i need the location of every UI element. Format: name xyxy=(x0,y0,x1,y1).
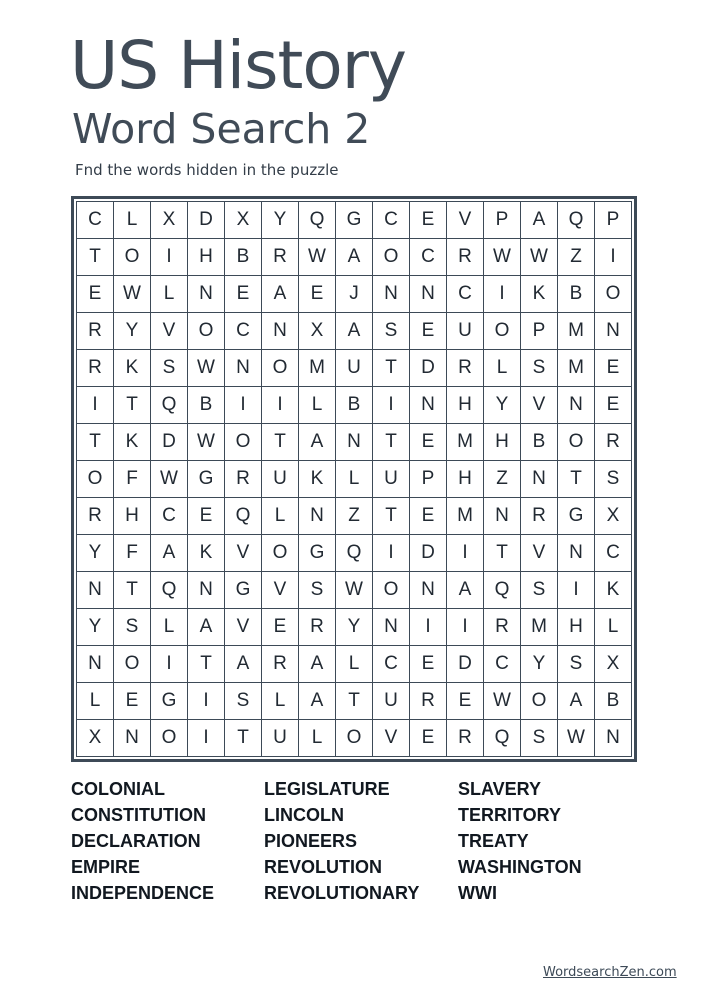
grid-cell: V xyxy=(225,609,262,646)
grid-cell: I xyxy=(188,720,225,757)
grid-cell: X xyxy=(225,202,262,239)
word-list-item: LEGISLATURE xyxy=(264,779,390,799)
grid-cell: W xyxy=(558,720,595,757)
grid-cell: Q xyxy=(558,202,595,239)
grid-cell: O xyxy=(188,313,225,350)
grid-cell: A xyxy=(299,683,336,720)
grid-cell: H xyxy=(558,609,595,646)
grid-cell: I xyxy=(484,276,521,313)
grid-cell: U xyxy=(373,461,410,498)
grid-cell: E xyxy=(299,276,336,313)
letter-grid xyxy=(76,201,632,757)
grid-cell: C xyxy=(225,313,262,350)
grid-cell: T xyxy=(114,572,151,609)
grid-cell: N xyxy=(558,387,595,424)
grid-cell: D xyxy=(410,350,447,387)
grid-cell: L xyxy=(151,609,188,646)
grid-cell: M xyxy=(447,424,484,461)
site-link[interactable]: WordsearchZen.com xyxy=(543,965,677,980)
grid-cell: W xyxy=(484,239,521,276)
grid-cell: N xyxy=(595,313,632,350)
grid-cell: E xyxy=(225,276,262,313)
grid-cell: P xyxy=(410,461,447,498)
grid-cell: G xyxy=(558,498,595,535)
grid-cell: S xyxy=(225,683,262,720)
grid-cell: U xyxy=(262,720,299,757)
instructions-text: Fnd the words hidden in the puzzle xyxy=(75,161,339,179)
puzzle-frame xyxy=(71,196,637,762)
grid-cell: P xyxy=(484,202,521,239)
grid-cell: E xyxy=(410,498,447,535)
grid-cell: U xyxy=(447,313,484,350)
grid-cell: S xyxy=(151,350,188,387)
page-subtitle-heading: Word Search 2 xyxy=(72,105,371,153)
word-list-item: EMPIRE xyxy=(71,857,141,877)
grid-cell: B xyxy=(336,387,373,424)
grid-cell: X xyxy=(299,313,336,350)
grid-cell: M xyxy=(521,609,558,646)
grid-cell: Q xyxy=(484,720,521,757)
grid-cell: E xyxy=(410,424,447,461)
grid-cell: N xyxy=(336,424,373,461)
grid-cell: S xyxy=(521,720,558,757)
grid-cell: T xyxy=(225,720,262,757)
grid-cell: D xyxy=(188,202,225,239)
grid-cell: N xyxy=(410,276,447,313)
grid-cell: I xyxy=(225,387,262,424)
grid-cell: C xyxy=(77,202,114,239)
grid-cell: B xyxy=(521,424,558,461)
grid-cell: Y xyxy=(262,202,299,239)
grid-cell: Y xyxy=(336,609,373,646)
word-list xyxy=(71,776,671,906)
grid-cell: N xyxy=(77,572,114,609)
grid-cell: A xyxy=(521,202,558,239)
grid-cell: O xyxy=(595,276,632,313)
grid-cell: S xyxy=(558,646,595,683)
grid-cell: L xyxy=(336,646,373,683)
grid-cell: U xyxy=(262,461,299,498)
grid-cell: W xyxy=(521,239,558,276)
grid-cell: N xyxy=(188,276,225,313)
word-list-item: WWI xyxy=(458,883,497,903)
grid-cell: I xyxy=(595,239,632,276)
grid-cell: I xyxy=(373,387,410,424)
grid-cell: E xyxy=(114,683,151,720)
grid-cell: N xyxy=(595,720,632,757)
grid-cell: T xyxy=(77,239,114,276)
grid-cell: A xyxy=(188,609,225,646)
grid-cell: R xyxy=(77,498,114,535)
grid-cell: O xyxy=(225,424,262,461)
grid-cell: K xyxy=(188,535,225,572)
grid-cell: J xyxy=(336,276,373,313)
grid-cell: N xyxy=(114,720,151,757)
grid-cell: E xyxy=(410,720,447,757)
grid-cell: V xyxy=(447,202,484,239)
grid-cell: D xyxy=(151,424,188,461)
grid-cell: A xyxy=(151,535,188,572)
grid-cell: T xyxy=(114,387,151,424)
grid-cell: U xyxy=(336,350,373,387)
grid-cell: H xyxy=(447,461,484,498)
grid-cell: O xyxy=(521,683,558,720)
grid-cell: M xyxy=(447,498,484,535)
grid-cell: L xyxy=(114,202,151,239)
grid-cell: E xyxy=(410,646,447,683)
word-list-item: LINCOLN xyxy=(264,805,344,825)
grid-cell: N xyxy=(410,572,447,609)
grid-cell: L xyxy=(151,276,188,313)
grid-cell: E xyxy=(188,498,225,535)
grid-cell: H xyxy=(484,424,521,461)
grid-cell: R xyxy=(447,720,484,757)
grid-cell: W xyxy=(114,276,151,313)
word-list-item: COLONIAL xyxy=(71,779,165,799)
grid-cell: T xyxy=(484,535,521,572)
grid-cell: I xyxy=(262,387,299,424)
grid-cell: K xyxy=(114,350,151,387)
grid-cell: O xyxy=(373,239,410,276)
grid-cell: G xyxy=(299,535,336,572)
grid-cell: L xyxy=(595,609,632,646)
grid-cell: I xyxy=(188,683,225,720)
grid-cell: Y xyxy=(484,387,521,424)
grid-cell: B xyxy=(188,387,225,424)
grid-cell: S xyxy=(299,572,336,609)
grid-cell: A xyxy=(336,239,373,276)
grid-cell: A xyxy=(447,572,484,609)
grid-cell: N xyxy=(77,646,114,683)
grid-cell: M xyxy=(558,313,595,350)
word-list-item: TERRITORY xyxy=(458,805,562,825)
grid-cell: K xyxy=(521,276,558,313)
grid-cell: E xyxy=(77,276,114,313)
grid-cell: T xyxy=(373,498,410,535)
grid-cell: O xyxy=(373,572,410,609)
grid-cell: I xyxy=(447,609,484,646)
grid-cell: T xyxy=(188,646,225,683)
grid-cell: I xyxy=(151,646,188,683)
grid-cell: B xyxy=(558,276,595,313)
grid-cell: O xyxy=(558,424,595,461)
grid-cell: C xyxy=(447,276,484,313)
grid-cell: T xyxy=(77,424,114,461)
grid-cell: N xyxy=(484,498,521,535)
word-list-item: DECLARATION xyxy=(71,831,201,851)
grid-cell: R xyxy=(225,461,262,498)
grid-cell: E xyxy=(595,350,632,387)
grid-cell: V xyxy=(225,535,262,572)
grid-cell: Q xyxy=(484,572,521,609)
grid-cell: L xyxy=(299,387,336,424)
grid-cell: N xyxy=(373,609,410,646)
grid-cell: W xyxy=(336,572,373,609)
grid-cell: V xyxy=(521,387,558,424)
grid-cell: N xyxy=(558,535,595,572)
grid-cell: N xyxy=(410,387,447,424)
grid-cell: U xyxy=(373,683,410,720)
grid-cell: Q xyxy=(299,202,336,239)
grid-cell: E xyxy=(262,609,299,646)
grid-cell: R xyxy=(484,609,521,646)
grid-cell: H xyxy=(114,498,151,535)
grid-cell: M xyxy=(299,350,336,387)
grid-cell: Y xyxy=(521,646,558,683)
grid-cell: C xyxy=(151,498,188,535)
grid-cell: Q xyxy=(151,387,188,424)
grid-cell: T xyxy=(336,683,373,720)
word-list-item: INDEPENDENCE xyxy=(71,883,215,903)
grid-cell: E xyxy=(410,313,447,350)
grid-cell: S xyxy=(521,572,558,609)
grid-cell: O xyxy=(262,535,299,572)
grid-cell: A xyxy=(558,683,595,720)
grid-cell: B xyxy=(225,239,262,276)
grid-cell: T xyxy=(373,424,410,461)
grid-cell: W xyxy=(188,350,225,387)
grid-cell: Y xyxy=(114,313,151,350)
grid-cell: X xyxy=(595,646,632,683)
grid-cell: R xyxy=(262,239,299,276)
grid-cell: P xyxy=(521,313,558,350)
grid-cell: T xyxy=(373,350,410,387)
grid-cell: R xyxy=(410,683,447,720)
grid-cell: L xyxy=(262,498,299,535)
grid-cell: I xyxy=(447,535,484,572)
grid-cell: Z xyxy=(336,498,373,535)
grid-cell: O xyxy=(114,239,151,276)
grid-cell: V xyxy=(521,535,558,572)
grid-cell: R xyxy=(262,646,299,683)
grid-cell: P xyxy=(595,202,632,239)
grid-cell: R xyxy=(521,498,558,535)
grid-cell: X xyxy=(77,720,114,757)
word-list-item: SLAVERY xyxy=(458,779,542,799)
grid-cell: O xyxy=(114,646,151,683)
grid-cell: H xyxy=(447,387,484,424)
grid-cell: X xyxy=(151,202,188,239)
grid-cell: S xyxy=(595,461,632,498)
grid-cell: K xyxy=(595,572,632,609)
grid-cell: I xyxy=(410,609,447,646)
grid-cell: H xyxy=(188,239,225,276)
grid-cell: L xyxy=(262,683,299,720)
grid-cell: C xyxy=(373,202,410,239)
grid-cell: S xyxy=(373,313,410,350)
grid-cell: E xyxy=(595,387,632,424)
grid-cell: R xyxy=(447,350,484,387)
grid-cell: T xyxy=(558,461,595,498)
grid-cell: Y xyxy=(77,609,114,646)
grid-cell: N xyxy=(299,498,336,535)
grid-cell: D xyxy=(447,646,484,683)
grid-cell: I xyxy=(151,239,188,276)
grid-cell: E xyxy=(447,683,484,720)
grid-cell: K xyxy=(114,424,151,461)
grid-cell: N xyxy=(262,313,299,350)
grid-cell: D xyxy=(410,535,447,572)
grid-cell: I xyxy=(558,572,595,609)
word-list-item: REVOLUTIONARY xyxy=(264,883,420,903)
grid-cell: A xyxy=(262,276,299,313)
grid-cell: W xyxy=(299,239,336,276)
grid-cell: G xyxy=(336,202,373,239)
word-list-item: PIONEERS xyxy=(264,831,358,851)
grid-cell: A xyxy=(225,646,262,683)
grid-cell: Q xyxy=(151,572,188,609)
grid-cell: M xyxy=(558,350,595,387)
word-list-item: WASHINGTON xyxy=(458,857,582,877)
grid-cell: W xyxy=(151,461,188,498)
grid-cell: Q xyxy=(225,498,262,535)
grid-cell: K xyxy=(299,461,336,498)
grid-cell: L xyxy=(299,720,336,757)
grid-cell: N xyxy=(373,276,410,313)
grid-cell: B xyxy=(595,683,632,720)
grid-cell: L xyxy=(484,350,521,387)
grid-cell: O xyxy=(262,350,299,387)
grid-cell: Y xyxy=(77,535,114,572)
word-list-item: CONSTITUTION xyxy=(71,805,206,825)
grid-cell: F xyxy=(114,535,151,572)
grid-cell: V xyxy=(151,313,188,350)
grid-cell: N xyxy=(188,572,225,609)
grid-cell: G xyxy=(225,572,262,609)
grid-cell: E xyxy=(410,202,447,239)
grid-cell: S xyxy=(521,350,558,387)
grid-cell: F xyxy=(114,461,151,498)
grid-cell: X xyxy=(595,498,632,535)
grid-cell: W xyxy=(484,683,521,720)
grid-cell: L xyxy=(336,461,373,498)
grid-cell: G xyxy=(188,461,225,498)
grid-cell: C xyxy=(410,239,447,276)
grid-cell: R xyxy=(299,609,336,646)
grid-cell: O xyxy=(77,461,114,498)
grid-cell: S xyxy=(114,609,151,646)
grid-cell: C xyxy=(595,535,632,572)
word-list-item: REVOLUTION xyxy=(264,857,383,877)
grid-cell: O xyxy=(151,720,188,757)
grid-cell: Z xyxy=(484,461,521,498)
grid-cell: L xyxy=(77,683,114,720)
grid-cell: C xyxy=(484,646,521,683)
grid-cell: A xyxy=(336,313,373,350)
page-title: US History xyxy=(70,27,406,104)
grid-cell: R xyxy=(595,424,632,461)
grid-cell: V xyxy=(373,720,410,757)
grid-cell: R xyxy=(77,350,114,387)
grid-cell: N xyxy=(521,461,558,498)
grid-cell: N xyxy=(225,350,262,387)
grid-cell: V xyxy=(262,572,299,609)
grid-cell: G xyxy=(151,683,188,720)
grid-cell: C xyxy=(373,646,410,683)
grid-cell: O xyxy=(336,720,373,757)
grid-cell: I xyxy=(373,535,410,572)
grid-cell: O xyxy=(484,313,521,350)
grid-cell: Q xyxy=(336,535,373,572)
grid-cell: A xyxy=(299,424,336,461)
word-list-item: TREATY xyxy=(458,831,529,851)
grid-cell: R xyxy=(447,239,484,276)
grid-cell: R xyxy=(77,313,114,350)
grid-cell: Z xyxy=(558,239,595,276)
grid-cell: W xyxy=(188,424,225,461)
grid-cell: T xyxy=(262,424,299,461)
grid-cell: A xyxy=(299,646,336,683)
grid-cell: I xyxy=(77,387,114,424)
